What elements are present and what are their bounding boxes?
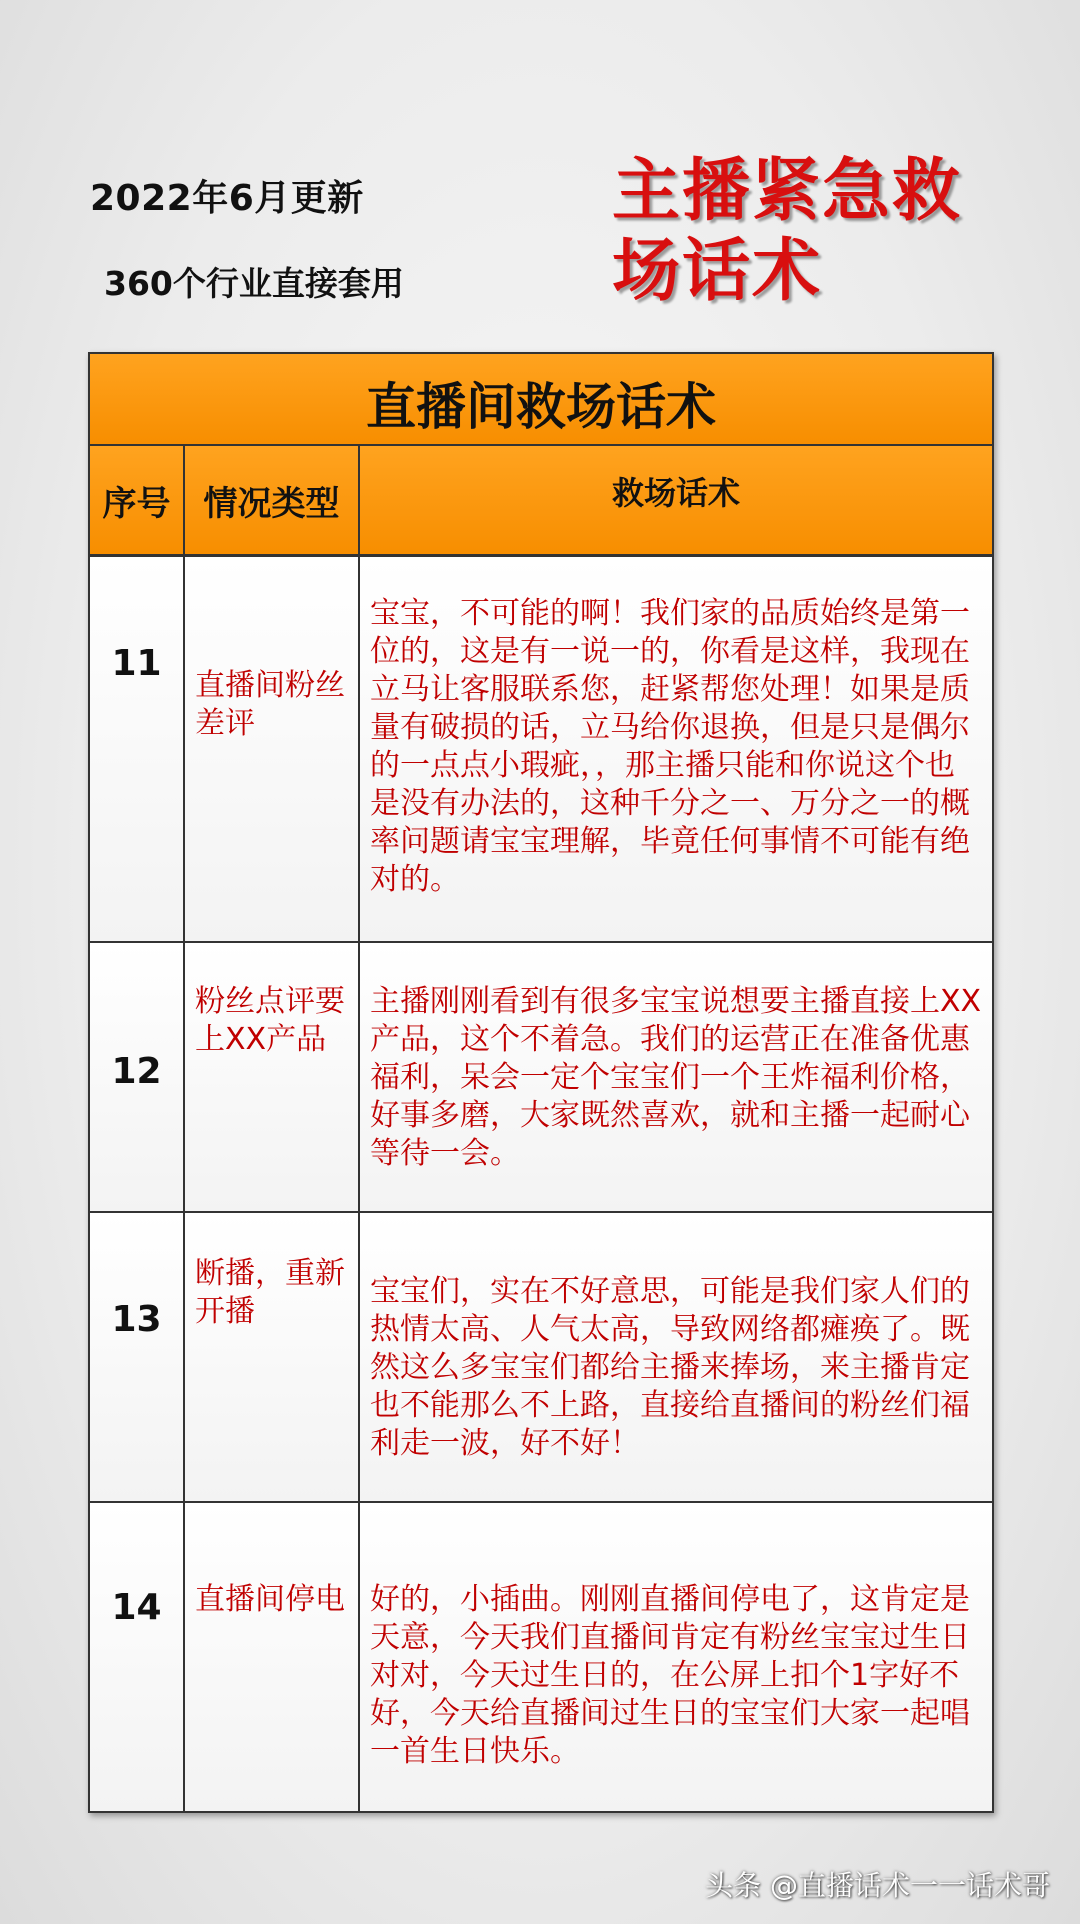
row-script-cell — [360, 1213, 992, 1501]
row-script: 宝宝们，实在不好意思，可能是我们家人们的热情太高、人气太高，导致网络都瘫痪了。既然这么多宝宝们都给主播来捧场，来主播肯定也不能那么不上路，直接给直播间的粉丝们福利走一波，好不好！ — [370, 1274, 970, 1461]
table-row — [90, 1503, 992, 1811]
row-number-cell — [90, 1213, 185, 1501]
watermark: 头条 @直播话术一一话术哥 — [705, 1869, 1050, 1902]
table-row — [90, 1213, 992, 1503]
row-type-cell — [185, 943, 360, 1211]
update-date: 2022年6月更新 — [90, 178, 364, 219]
row-script-cell — [360, 1503, 992, 1811]
main-title-line2: 场话术 — [612, 232, 823, 311]
header-number: 序号 — [90, 446, 185, 554]
header-situation-type: 情况类型 — [185, 446, 360, 554]
row-type-cell — [185, 557, 360, 941]
table-row — [90, 943, 992, 1213]
row-script: 好的，小插曲。刚刚直播间停电了，这肯定是天意，今天我们直播间肯定有粉丝宝宝过生日对对，今天过生日的，在公屏上扣个1字好不好，今天给直播间过生日的宝宝们大家一起唱一首生日快乐。 — [370, 1582, 970, 1769]
row-type-cell — [185, 1213, 360, 1501]
subtitle: 360个行业直接套用 — [104, 264, 404, 303]
row-script: 宝宝，不可能的啊！我们家的品质始终是第一位的，这是有一说一的，你看是这样，我现在立马让客服联系您，赶紧帮您处理！如果是质量有破损的话，立马给你退换，但是只是偶尔的一点点小瑕疵，，那主播只能和你说这个也是没有办法的，这种千分之一、万分之一的概率问题请宝宝理解，毕竟任何事情不可能有绝对的。 — [370, 596, 970, 897]
table-title: 直播间救场话术 — [90, 354, 992, 446]
row-script-cell — [360, 557, 992, 941]
main-title-line1: 主播紧急救 — [612, 152, 963, 231]
row-type-cell — [185, 1503, 360, 1811]
row-script: 主播刚刚看到有很多宝宝说想要主播直接上XX产品，这个不着急。我们的运营正在准备优惠福利，呆会一定个宝宝们一个王炸福利价格，好事多磨，大家既然喜欢，就和主播一起耐心等待一会。 — [370, 984, 982, 1171]
row-number: 11 — [111, 643, 162, 684]
row-type: 粉丝点评要上XX产品 — [195, 984, 345, 1057]
row-number-cell — [90, 1503, 185, 1811]
row-type: 断播，重新开播 — [195, 1256, 345, 1329]
main-title — [612, 152, 1012, 312]
table-header-row — [90, 446, 992, 557]
header-script: 救场话术 — [611, 474, 740, 512]
row-number-cell — [90, 943, 185, 1211]
row-type: 直播间粉丝差评 — [195, 668, 345, 741]
table-row — [90, 557, 992, 943]
row-type: 直播间停电 — [195, 1582, 345, 1617]
row-number: 13 — [111, 1299, 162, 1340]
script-table — [88, 352, 994, 1813]
row-number: 12 — [111, 1051, 162, 1092]
row-number-cell — [90, 557, 185, 941]
row-script-cell — [360, 943, 992, 1211]
row-number: 14 — [111, 1587, 162, 1628]
